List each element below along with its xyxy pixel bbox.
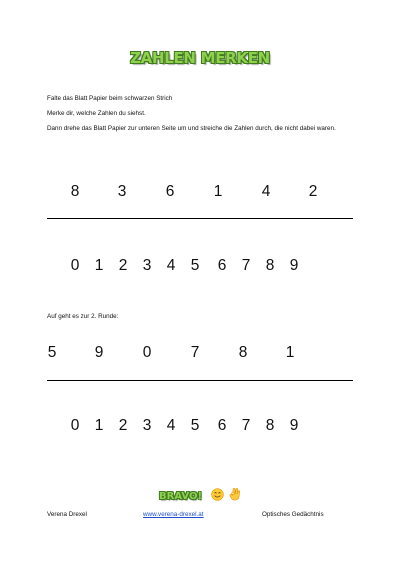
round2-numbers	[0, 344, 400, 364]
answer-digit: 6	[217, 257, 227, 274]
answer-digit: 4	[166, 257, 176, 274]
round2-number: 5	[47, 344, 57, 361]
round1-number: 8	[70, 183, 80, 200]
round2-number: 9	[94, 344, 104, 361]
answer-digit: 2	[118, 417, 128, 434]
answer-digit: 8	[265, 257, 275, 274]
smiley-icon	[211, 488, 224, 506]
answer-digit: 4	[166, 417, 176, 434]
page-title: ZAHLEN MERKEN	[130, 49, 270, 67]
footer-author: Verena Drexel	[47, 511, 87, 518]
answer-row-2	[0, 417, 400, 437]
round2-number: 0	[142, 344, 152, 361]
round1-number: 2	[308, 183, 318, 200]
answer-digit: 6	[217, 417, 227, 434]
answer-digit: 7	[241, 257, 251, 274]
ok-hand-icon	[229, 487, 241, 506]
answer-digit: 8	[265, 417, 275, 434]
answer-digit: 2	[118, 257, 128, 274]
answer-digit: 5	[190, 417, 200, 434]
fold-line-1	[47, 218, 353, 219]
round2-number: 8	[238, 344, 248, 361]
answer-digit: 1	[94, 257, 104, 274]
answer-digit: 9	[289, 257, 299, 274]
round2-number: 1	[285, 344, 295, 361]
answer-digit: 5	[190, 257, 200, 274]
answer-digit: 0	[70, 257, 80, 274]
round1-numbers	[0, 183, 400, 203]
answer-digit: 1	[94, 417, 104, 434]
footer-website-link[interactable]: www.verena-drexel.at	[143, 511, 204, 518]
answer-digit: 3	[142, 417, 152, 434]
round1-number: 6	[165, 183, 175, 200]
answer-digit: 9	[289, 417, 299, 434]
round2-heading: Auf geht es zur 2. Runde:	[47, 313, 119, 320]
round1-number: 3	[117, 183, 127, 200]
instruction-2: Merke dir, welche Zahlen du siehst.	[47, 110, 146, 117]
answer-row-1	[0, 257, 400, 277]
instruction-3: Dann drehe das Blatt Papier zur unteren Seite um und streiche die Zahlen durch, die nicht dabei waren.	[47, 125, 336, 132]
answer-digit: 7	[241, 417, 251, 434]
round2-number: 7	[190, 344, 200, 361]
round1-number: 1	[213, 183, 223, 200]
bravo-text: BRAVO!	[159, 491, 203, 502]
footer-topic: Optisches Gedächtnis	[262, 511, 324, 518]
instruction-1: Falte das Blatt Papier beim schwarzen Strich	[47, 95, 173, 102]
answer-digit: 0	[70, 417, 80, 434]
round1-number: 4	[261, 183, 271, 200]
answer-digit: 3	[142, 257, 152, 274]
fold-line-2	[47, 380, 353, 381]
bravo-section	[0, 487, 400, 506]
